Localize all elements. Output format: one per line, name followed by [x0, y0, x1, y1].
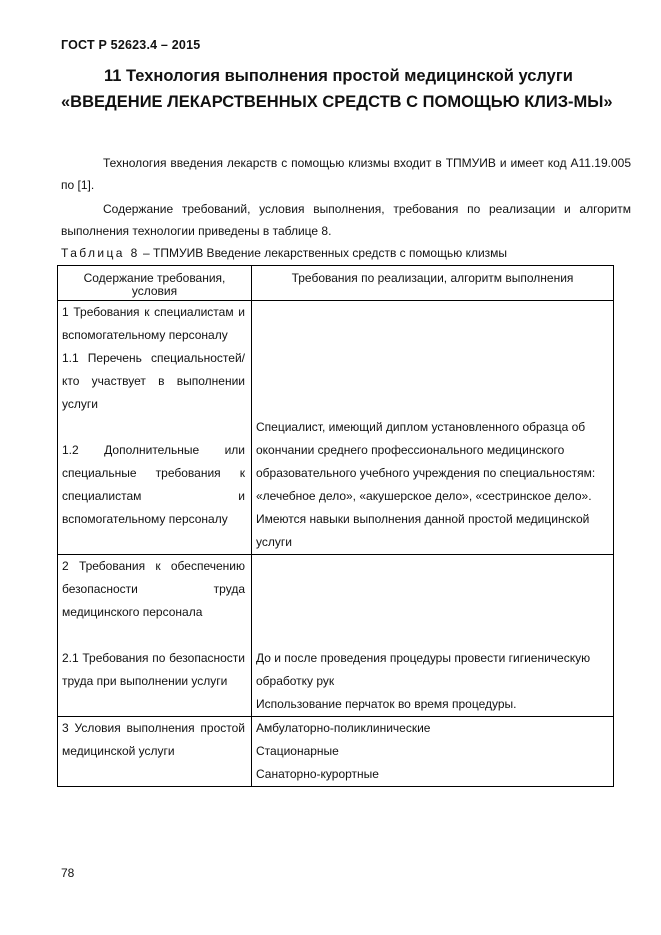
table-row	[58, 717, 614, 787]
table-cell-requirement	[58, 555, 252, 717]
table-header-implementation: Требования по реализации, алгоритм выполнения	[252, 266, 614, 301]
table-row	[58, 301, 614, 555]
requirements-table	[57, 265, 614, 787]
document-code: ГОСТ Р 52623.4 – 2015	[61, 38, 201, 52]
table-cell-implementation	[252, 555, 614, 717]
condition-sanatorium: Санаторно-курортные	[256, 767, 379, 781]
table-header-requirements: Содержание требования, условия	[58, 266, 252, 301]
condition-inpatient: Стационарные	[256, 744, 339, 758]
requirement-2-1: 2.1 Требования по безопасности труда при выполнении услуги	[62, 651, 245, 688]
table-caption-text: – ТПМУИВ Введение лекарственных средств с помощью клизмы	[143, 246, 508, 260]
paragraph-2: Содержание требований, условия выполнения, требования по реализации и алгоритм выполнения технологии приведены в таблице 8.	[61, 202, 631, 238]
requirement-2: 2 Требования к обеспечению безопасности труда медицинского персонала	[62, 559, 245, 619]
implementation-skills: Имеются навыки выполнения данной простой медицинской услуги	[256, 512, 590, 549]
table-cell-requirement	[58, 717, 252, 787]
implementation-gloves: Использование перчаток во время процедуры.	[256, 697, 517, 711]
table-cell-implementation	[252, 717, 614, 787]
implementation-hygiene: До и после проведения процедуры провести гигиеническую обработку рук	[256, 651, 591, 688]
table-row	[58, 555, 614, 717]
table-cell-implementation	[252, 301, 614, 555]
condition-outpatient: Амбулаторно-поликлинические	[256, 721, 431, 735]
requirement-3: 3 Условия выполнения простой медицинской услуги	[62, 721, 245, 758]
requirement-1: 1 Требования к специалистам и вспомогательному персоналу	[62, 305, 245, 342]
implementation-specialist: Специалист, имеющий диплом установленного образца об окончании среднего профессионального медицинского образовательного учебного учреждения по специальностям: «лечебное дело», «акушерское дело», «сестринское дело».	[256, 420, 596, 503]
table-cell-requirement	[58, 301, 252, 555]
table-caption-label: Таблица 8	[61, 246, 140, 260]
section-title: 11 Технология выполнения простой медицинской услуги «ВВЕДЕНИЕ ЛЕКАРСТВЕННЫХ СРЕДСТВ С ПОМОЩЬЮ КЛИЗ-МЫ»	[61, 67, 613, 111]
table-caption	[61, 246, 507, 260]
requirement-1-1: 1.1 Перечень специальностей/кто участвует в выполнении услуги	[62, 351, 245, 411]
page-number: 78	[61, 866, 75, 880]
requirement-1-2: 1.2 Дополнительные или специальные требования к специалистам и вспомогательному персоналу	[62, 443, 245, 526]
paragraph-1: Технология введения лекарств с помощью клизмы входит в ТПМУИВ и имеет код А11.19.005 по [1].	[61, 156, 631, 192]
